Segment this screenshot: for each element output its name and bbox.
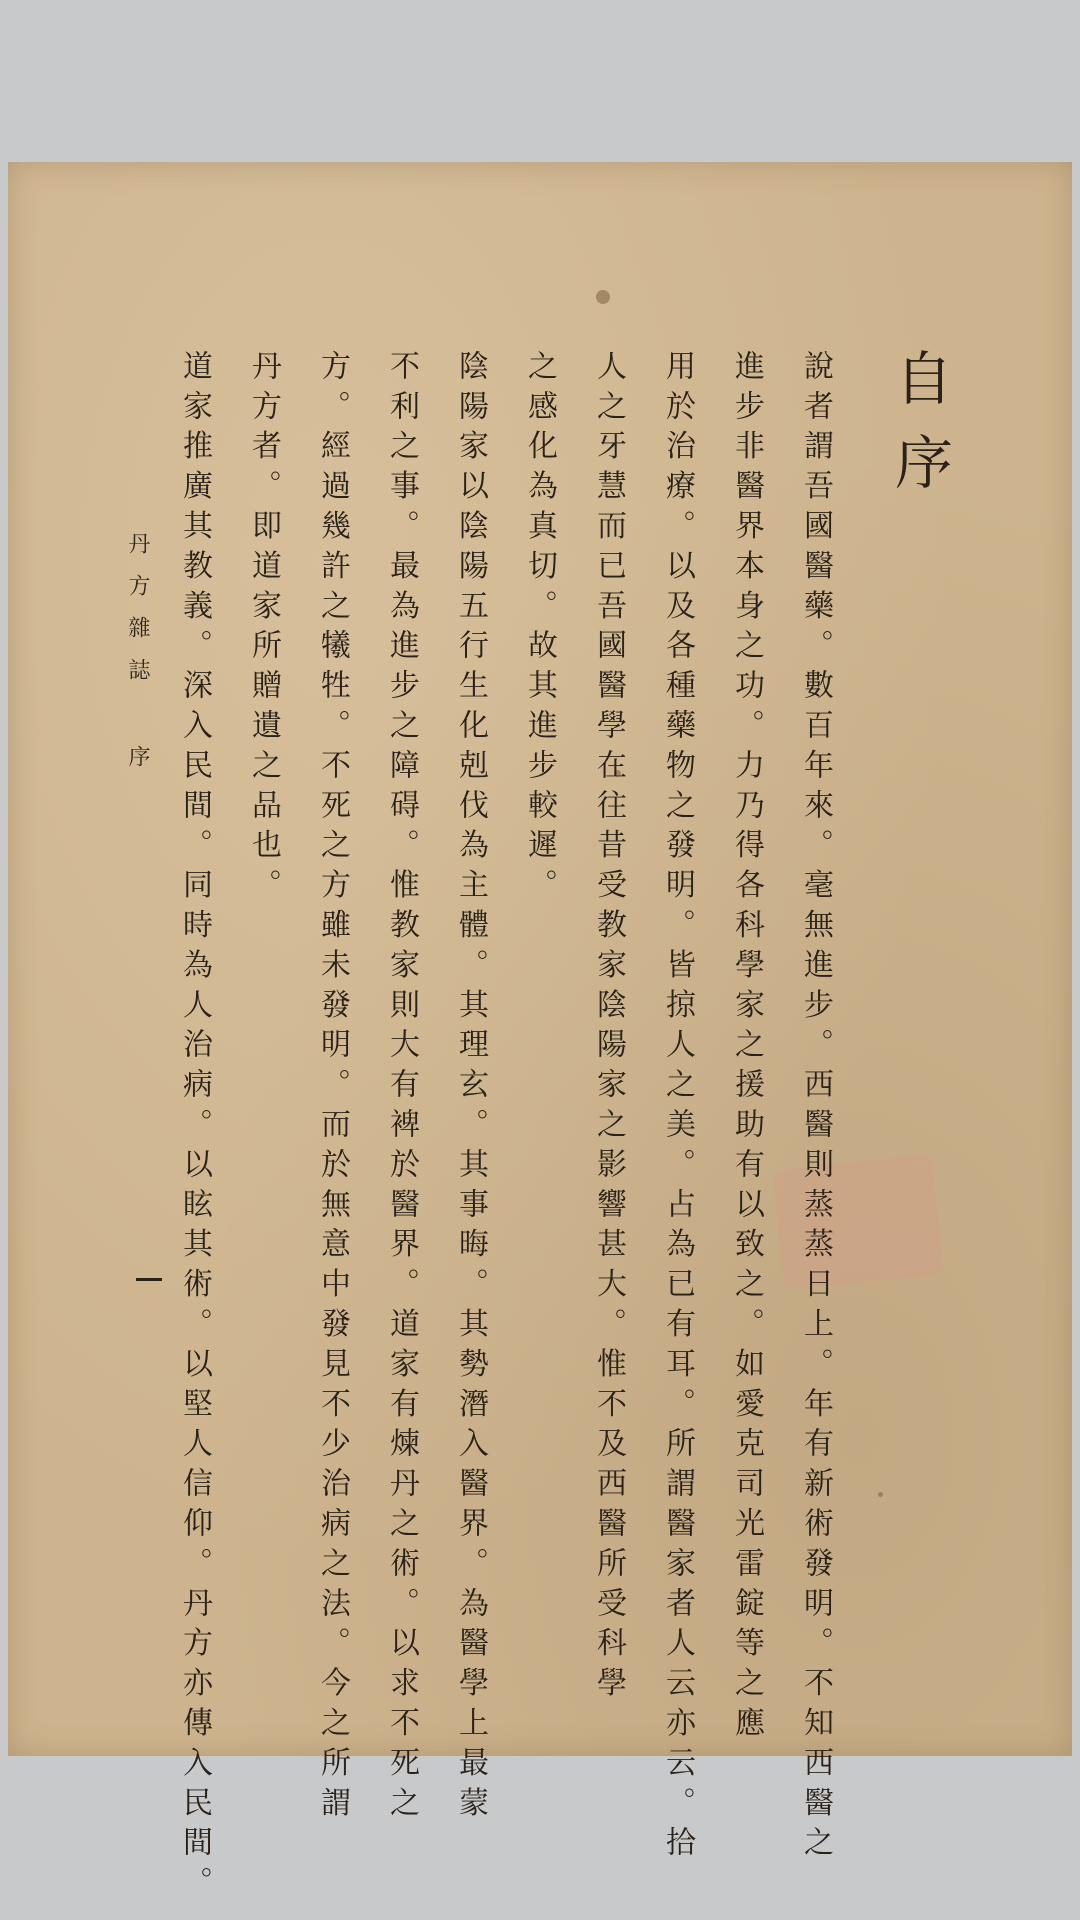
text-column-9: 丹方者。即道家所贈遺之品也。	[246, 350, 281, 909]
paper-stain	[596, 290, 610, 304]
text-column-2: 進步非醫界本身之功。力乃得各科學家之援助有以致之。如愛克司光雷錠等之應	[729, 350, 764, 1747]
page-title: 自序	[885, 348, 953, 516]
page-number	[136, 1278, 162, 1281]
paper-stain	[878, 1492, 883, 1497]
text-column-1: 說者謂吾國醫藥。數百年來。毫無進步。西醫則蒸蒸日上。年有新術發明。不知西醫之	[798, 350, 833, 1867]
text-column-10: 道家推廣其教義。深入民間。同時為人治病。以眩其術。以堅人信仰。丹方亦傳入民間。	[177, 350, 212, 1907]
text-column-5: 之感化為真切。故其進步較遲。	[522, 350, 557, 909]
book-page	[8, 162, 1072, 1907]
text-column-4: 人之牙慧而已吾國醫學在往昔受教家陰陽家之影響甚大。惟不及西醫所受科學	[591, 350, 626, 1707]
text-column-3: 用於治療。以及各種藥物之發明。皆掠人之美。占為已有耳。所謂醫家者人云亦云。拾	[660, 350, 695, 1867]
margin-header: 丹方雜誌 序	[125, 532, 150, 787]
text-column-7: 不利之事。最為進步之障碍。惟教家則大有裨於醫界。道家有煉丹之術。以求不死之	[384, 350, 419, 1827]
text-column-6: 陰陽家以陰陽五行生化剋伐為主體。其理玄。其事晦。其勢潛入醫界。為醫學上最蒙	[453, 350, 488, 1827]
text-column-8: 方。經過幾許之犧牲。不死之方雖未發明。而於無意中發見不少治病之法。今之所謂	[315, 350, 350, 1827]
